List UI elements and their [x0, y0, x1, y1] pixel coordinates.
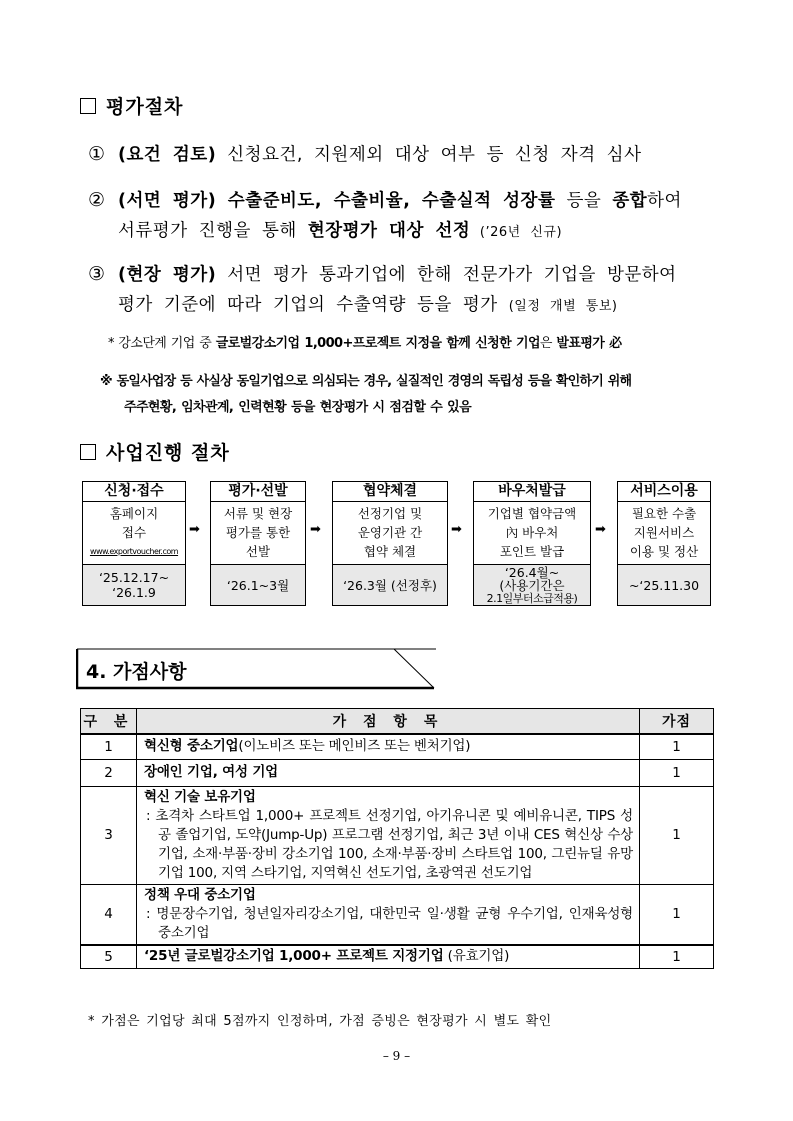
note-bold-2: 발표평가 必: [556, 336, 622, 351]
table-row: [81, 945, 714, 969]
process-step-desc: [83, 502, 185, 564]
arrow-right-icon: ➡: [451, 522, 462, 537]
process-step-date: [474, 564, 590, 605]
desc-line: 접수: [121, 525, 147, 540]
table-row: [81, 734, 714, 759]
step-line2-small: (일정 개별 통보): [508, 299, 618, 314]
eval-note-1: [108, 332, 622, 351]
desc-line: 서류 및 현장: [223, 506, 293, 521]
eval-step-3-line2: [118, 288, 618, 324]
process-step-title: 서비스이용: [618, 482, 710, 502]
process-step-title: 평가·선발: [211, 482, 305, 502]
row-item-bold: 혁신 기술 보유기업: [144, 788, 256, 805]
desc-line: 이용 및 정산: [629, 544, 699, 559]
process-step-apply: [82, 481, 186, 606]
step-number: ②: [88, 189, 106, 211]
date-line: 2.1일부터소급적용): [486, 591, 578, 605]
table-row: [81, 786, 714, 884]
step-bold-2: 종합: [612, 191, 648, 211]
row-score: 1: [640, 884, 714, 945]
row-item: [137, 786, 640, 884]
row-item: [137, 945, 640, 969]
row-score: 1: [640, 945, 714, 969]
process-step-voucher: [473, 481, 591, 606]
apply-website-link[interactable]: www.exportvoucher.com: [89, 547, 179, 556]
eval-note-2-line2: 주주현황, 임차관계, 인력현황 등을 현장평가 시 점검할 수 있음: [124, 400, 472, 415]
step-label: (현장 평가): [118, 265, 217, 285]
step-bold-1: 수출준비도, 수출비율, 수출실적 성장률: [216, 191, 556, 211]
eval-step-1: [88, 137, 641, 173]
date-line: ‘26.4월~: [504, 564, 560, 580]
process-step-date: [83, 564, 185, 605]
row-score: 1: [640, 786, 714, 884]
row-no: 1: [81, 734, 137, 759]
process-step-title: 협약체결: [333, 482, 447, 502]
step-line2-text: 서류평가 진행을 통해: [118, 221, 308, 241]
row-item-bold: 혁신형 중소기업: [144, 738, 239, 755]
process-step-title: 신청·접수: [83, 482, 185, 502]
row-no: 2: [81, 759, 137, 786]
row-item-sub: : 초격차 스타트업 1,000+ 프로젝트 선정기업, 아기유니콘 및 예비유니콘, TIPS 성공 졸업기업, 도약(Jump-Up) 프로그램 선정기업, 최근 3년 이내 CES 혁신상 수상기업, 소재·부품·장비 강소기업 100, 소재·부품·장비 스타트업 100, 그린뉴딜 유망기업 100, 지역 스타기업, 지역혁신 선도기업, 초광역권 선도기업: [146, 807, 633, 881]
step-line2-bold: 현장평가 대상 선정: [307, 221, 471, 241]
row-item-text: (이노비즈 또는 메인비즈 또는 벤처기업): [238, 738, 471, 755]
step-label: (서면 평가): [118, 191, 217, 211]
process-step-desc: [618, 502, 710, 564]
row-no: 3: [81, 786, 137, 884]
eval-step-2-line2: [118, 214, 562, 250]
step-text-1: 등을: [555, 191, 613, 211]
step-text-2: 하여: [647, 191, 682, 211]
header-score: 가점: [640, 709, 714, 735]
arrow-right-icon: ➡: [310, 522, 321, 537]
step-text: 신청요건, 지원제외 대상 여부 등 신청 자격 심사: [216, 145, 642, 165]
process-step-date: ‘26.3월 (선정후): [333, 564, 447, 605]
arrow-right-icon: ➡: [189, 522, 200, 537]
bonus-points-table: [80, 708, 714, 969]
date-line: ‘25.12.17~: [98, 570, 170, 585]
section-heading-eval-text: 평가절차: [106, 96, 184, 118]
section-heading-eval: [80, 92, 183, 119]
desc-line: 운영기관 간: [357, 525, 423, 540]
desc-line: 선정기업 및: [357, 506, 423, 521]
desc-line: 필요한 수출: [631, 506, 697, 521]
row-item: [137, 759, 640, 786]
row-item-bold: 정책 우대 중소기업: [144, 886, 256, 903]
desc-line: 선발: [245, 544, 271, 559]
arrow-right-icon: ➡: [595, 522, 606, 537]
header-no: 구 분: [81, 709, 137, 735]
date-line: ‘26.1.9: [112, 585, 156, 600]
row-item-sub: : 명문장수기업, 청년일자리강소기업, 대한민국 일·생활 균형 우수기업, 인재육성형 중소기업: [146, 905, 633, 941]
desc-line: 포인트 발급: [499, 544, 565, 559]
process-step-date: ‘26.1~3월: [211, 564, 305, 605]
row-item: [137, 884, 640, 945]
square-bullet-icon: [80, 98, 96, 114]
process-step-date: ~‘25.11.30: [618, 564, 710, 605]
section4-title: 4. 가점사항: [86, 661, 187, 683]
process-step-evaluate: [210, 481, 306, 606]
date-line: (사용기간은: [499, 577, 565, 593]
process-step-contract: [332, 481, 448, 606]
row-no: 4: [81, 884, 137, 945]
note-bold: 글로벌강소기업 1,000+프로젝트 지정을 함께 신청한 기업: [215, 336, 540, 351]
bonus-footnote: * 가점은 기업당 최대 5점까지 인정하며, 가점 증빙은 현장평가 시 별도 확인: [88, 1014, 552, 1029]
section-heading-process-text: 사업진행 절차: [106, 442, 230, 464]
row-score: 1: [640, 759, 714, 786]
process-step-service: [617, 481, 711, 606]
desc-line: 內 바우처: [505, 525, 559, 540]
row-item-text: (유효기업): [443, 948, 510, 965]
table-row: [81, 884, 714, 945]
header-item: 가 점 항 목: [137, 709, 640, 735]
desc-line: 협약 체결: [363, 544, 417, 559]
process-step-title: 바우처발급: [474, 482, 590, 502]
desc-line: 기업별 협약금액: [487, 506, 577, 521]
process-step-desc: [211, 502, 305, 564]
eval-note-2-line1: ※ 동일사업장 등 사실상 동일기업으로 의심되는 경우, 실질적인 경영의 독립성 등을 확인하기 위해: [100, 374, 632, 389]
step-label: (요건 검토): [118, 145, 217, 165]
process-step-desc: [333, 502, 447, 564]
step-line2-text: 평가 기준에 따라 기업의 수출역량 등을 평가: [118, 295, 509, 315]
step-number: ③: [88, 263, 106, 285]
table-row: [81, 759, 714, 786]
page-number: – 9 –: [382, 1049, 411, 1063]
table-header-row: [81, 709, 714, 735]
row-item: [137, 734, 640, 759]
desc-line: 평가를 통한: [225, 525, 291, 540]
step-number: ①: [88, 143, 106, 165]
row-no: 5: [81, 945, 137, 969]
square-bullet-icon: [80, 444, 96, 460]
step-line2-small: (’26년 신규): [470, 225, 563, 240]
section-heading-process: [80, 438, 230, 465]
note-mid: 은: [539, 336, 557, 351]
step-text: 서면 평가 통과기업에 한해 전문가가 기업을 방문하여: [216, 265, 677, 285]
desc-line: 지원서비스: [633, 525, 695, 540]
row-score: 1: [640, 734, 714, 759]
row-item-bold: 장애인 기업, 여성 기업: [144, 764, 278, 780]
desc-line: 홈페이지: [109, 506, 159, 521]
note-prefix: * 강소단계 기업 중: [108, 336, 216, 351]
process-step-desc: [474, 502, 590, 564]
row-item-bold: ‘25년 글로벌강소기업 1,000+ 프로젝트 지정기업: [144, 948, 444, 965]
